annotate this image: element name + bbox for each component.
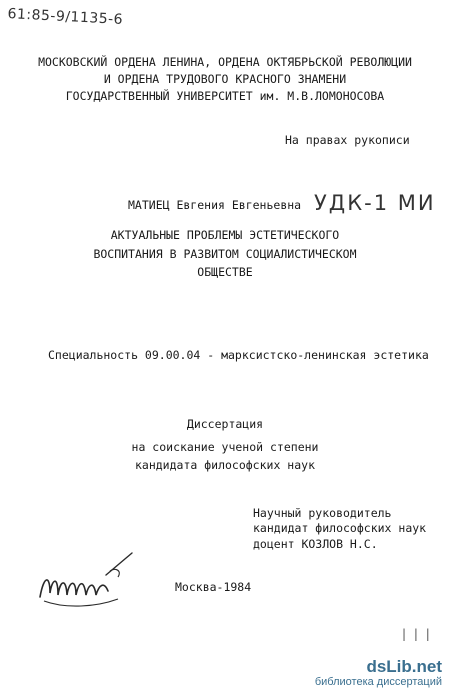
- institution-line-1: МОСКОВСКИЙ ОРДЕНА ЛЕНИНА, ОРДЕНА ОКТЯБРЬСКОЙ РЕВОЛЮЦИИ: [38, 55, 412, 69]
- degree-line-3: кандидата философских наук: [134, 458, 315, 472]
- watermark: [315, 658, 442, 689]
- title-line-2: ВОСПИТАНИЯ В РАЗВИТОМ СОЦИАЛИСТИЧЕСКОМ: [93, 247, 357, 261]
- supervisor-line-1: Научный руководитель: [253, 506, 392, 520]
- corner-marks: | | |: [402, 627, 432, 641]
- watermark-brand: [315, 658, 442, 676]
- watermark-subtitle: библиотека диссертаций: [314, 676, 442, 688]
- supervisor-line-3: доцент КОЗЛОВ Н.С.: [253, 537, 378, 551]
- institution-line-3: ГОСУДАРСТВЕННЫЙ УНИВЕРСИТЕТ им. М.В.ЛОМОНОСОВА: [65, 89, 385, 103]
- degree-line-1: Диссертация: [186, 417, 264, 431]
- signature-scribble: [36, 545, 146, 615]
- author-name: МАТИЕЦ Евгения Евгеньевна: [128, 198, 302, 212]
- title-line-1: АКТУАЛЬНЫЕ ПРОБЛЕМЫ ЭСТЕТИЧЕСКОГО: [110, 228, 340, 242]
- city-year: Москва-1984: [175, 580, 252, 594]
- udk-handwritten: УДК-1 МИ: [314, 191, 436, 215]
- title-line-3: ОБЩЕСТВЕ: [197, 265, 253, 279]
- watermark-brand-text: dsLib.net: [366, 657, 442, 676]
- manuscript-note: На правах рукописи: [285, 133, 410, 147]
- handwritten-code: 61:85-9/1135-6: [7, 6, 124, 29]
- degree-line-2: на соискание ученой степени: [131, 440, 319, 454]
- specialty: Специальность 09.00.04 - марксистско-ленинская эстетика: [48, 348, 429, 362]
- institution-line-2: И ОРДЕНА ТРУДОВОГО КРАСНОГО ЗНАМЕНИ: [103, 72, 347, 86]
- supervisor-line-2: кандидат философских наук: [253, 521, 427, 535]
